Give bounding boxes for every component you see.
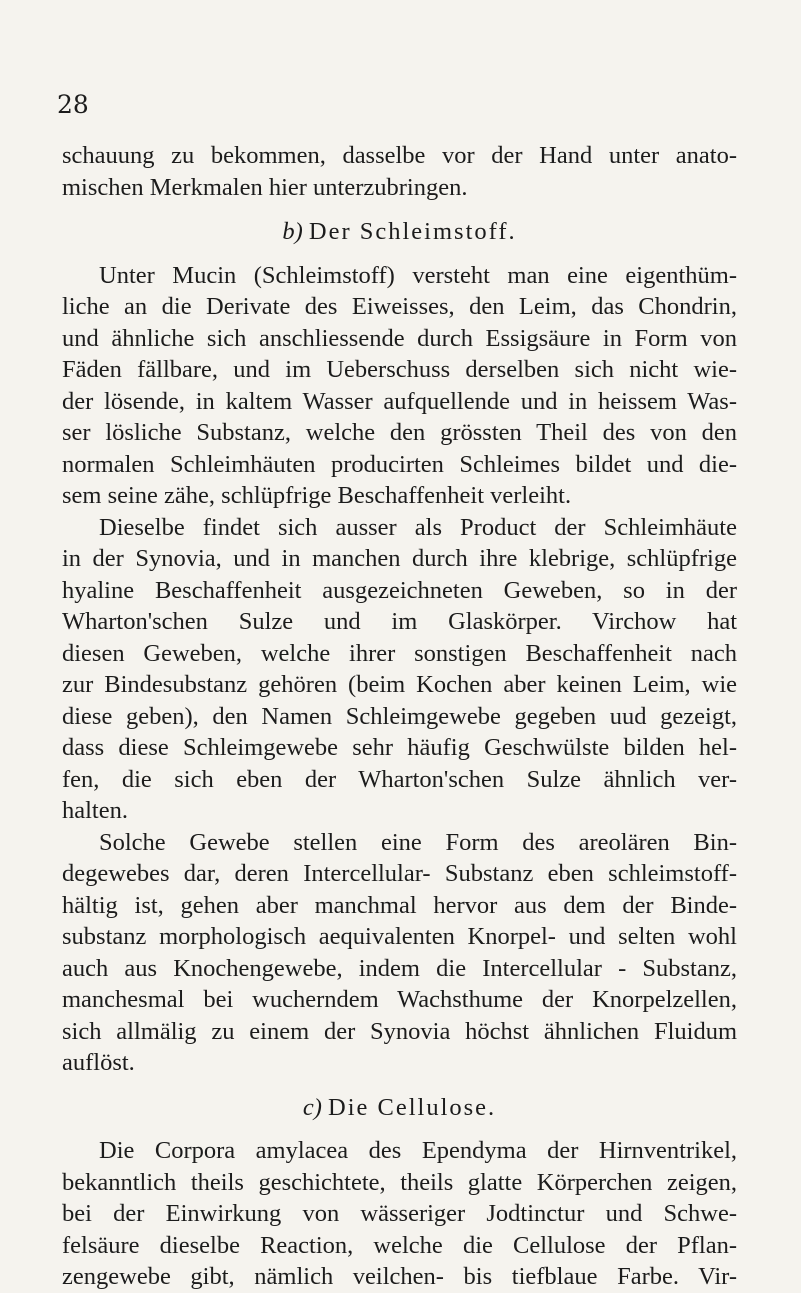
text-line: bekanntlich theils geschichtete, theils glatte Körperchen zeigen,	[62, 1168, 737, 1196]
text-line: Die Corpora amylacea des Ependyma der Hirnventrikel,	[99, 1137, 737, 1164]
text-line: sem seine zähe, schlüpfrige Beschaffenheit verleiht.	[62, 482, 572, 509]
text-line: bei der Einwirkung von wässeriger Jodtinctur und Schwe-	[62, 1200, 737, 1227]
text-line: halten.	[62, 797, 128, 824]
text-line: zengewebe gibt, nämlich veilchen- bis tiefblaue Farbe. Vir-	[62, 1263, 737, 1290]
text-line: hyaline Beschaffenheit ausgezeichneten Geweben, so in der	[62, 576, 737, 604]
text-line: und ähnliche sich anschliessende durch Essigsäure in Form von	[62, 324, 737, 352]
text-line: der lösende, in kaltem Wasser aufquellende und in heissem Was-	[62, 387, 737, 415]
text-line: sich allmälig zu einem der Synovia höchst ähnlichen Fluidum	[62, 1017, 737, 1045]
text-line: in der Synovia, und in manchen durch ihre klebrige, schlüpfrige	[62, 545, 737, 572]
text-line: Wharton'schen Sulze und im Glaskörper. Virchow hat	[62, 608, 737, 635]
section-label: b)	[282, 218, 303, 245]
text-line: liche an die Derivate des Eiweisses, den Leim, das Chondrin,	[62, 293, 737, 320]
text-line: felsäure dieselbe Reaction, welche die Cellulose der Pflan-	[62, 1231, 737, 1259]
text-line: degewebes dar, deren Intercellular- Substanz eben schleimstoff-	[62, 860, 737, 887]
text-line: auflöst.	[62, 1049, 135, 1076]
text-line: manchesmal bei wucherndem Wachsthume der Knorpelzellen,	[62, 986, 737, 1013]
section-heading-b	[62, 216, 737, 248]
text-line: Solche Gewebe stellen eine Form des areolären Bin-	[99, 828, 737, 856]
text-line: fen, die sich eben der Wharton'schen Sulze ähnlich ver-	[62, 765, 737, 793]
text-line: auch aus Knochengewebe, indem die Intercellular - Substanz,	[62, 954, 737, 982]
page-number: 28	[57, 90, 89, 119]
text-line: substanz morphologisch aequivalenten Knorpel- und selten wohl	[62, 923, 737, 950]
section-title: Die Cellulose.	[328, 1093, 497, 1121]
text-line: mischen Merkmalen hier unterzubringen.	[62, 173, 468, 201]
text-line: schauung zu bekommen, dasselbe vor der Hand unter anato-	[62, 142, 737, 169]
text-line: normalen Schleimhäuten producirten Schleimes bildet und die-	[62, 450, 737, 478]
section-title: Der Schleimstoff.	[308, 218, 517, 245]
section-heading-c	[62, 1092, 737, 1124]
text-line: Unter Mucin (Schleimstoff) versteht man eine eigenthüm-	[99, 261, 737, 289]
section-label: c)	[302, 1093, 322, 1121]
text-line: diese geben), den Namen Schleimgewebe gegeben uud gezeigt,	[62, 702, 737, 730]
text-line: diesen Geweben, welche ihrer sonstigen Beschaffenheit nach	[62, 639, 737, 667]
text-line: zur Bindesubstanz gehören (beim Kochen aber keinen Leim, wie	[62, 671, 737, 698]
text-line: Dieselbe findet sich ausser als Product der Schleimhäute	[99, 513, 737, 541]
text-line: ser lösliche Substanz, welche den grössten Theil des von den	[62, 419, 737, 446]
text-line: hältig ist, gehen aber manchmal hervor aus dem der Binde-	[62, 891, 737, 919]
text-line: Fäden fällbare, und im Ueberschuss derselben sich nicht wie-	[62, 356, 737, 383]
text-line: dass diese Schleimgewebe sehr häufig Geschwülste bilden hel-	[62, 734, 737, 761]
body-text	[62, 140, 737, 1293]
